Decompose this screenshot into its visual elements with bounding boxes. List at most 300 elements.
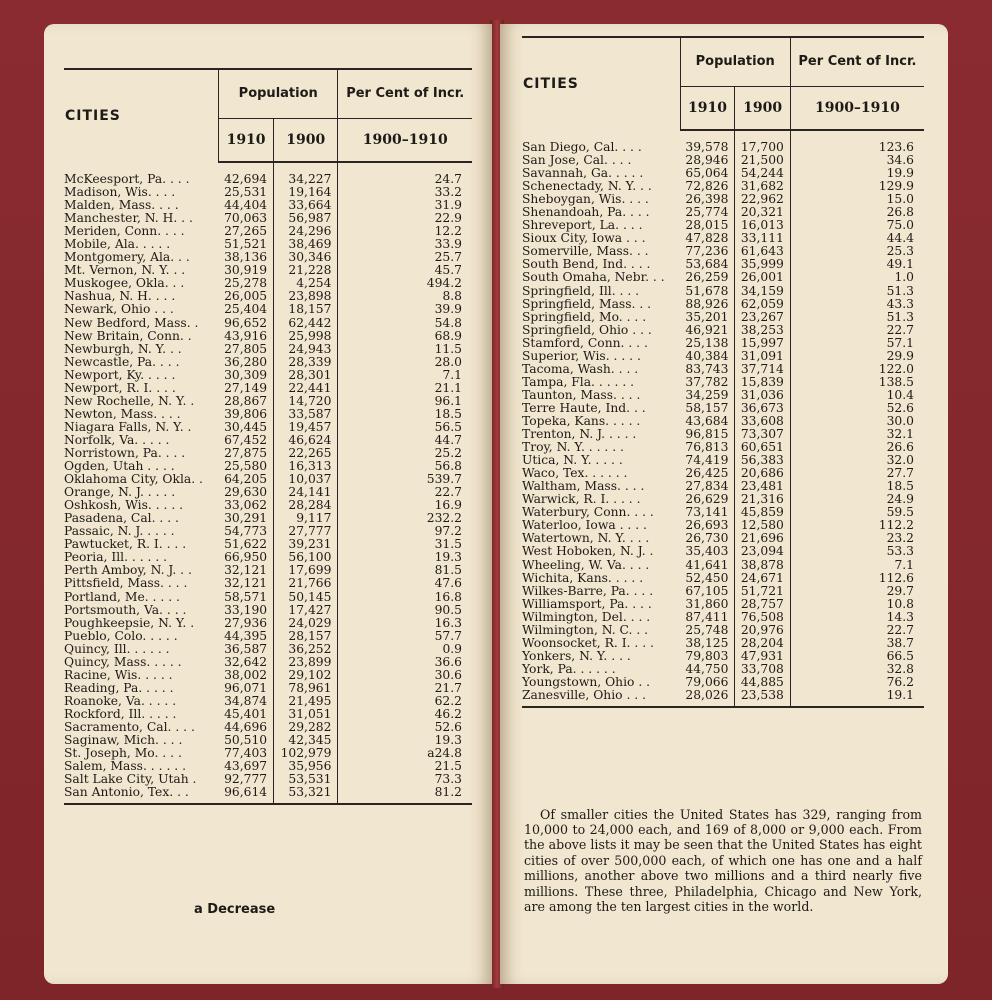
pop-1900-cell: 29,282 (274, 721, 338, 734)
city-cell: New Britain, Conn. . (64, 328, 192, 343)
pop-1910-cell: 77,403 (219, 747, 274, 760)
pop-1910-cell: 39,806 (219, 408, 274, 421)
pop-1900-cell: 22,265 (274, 447, 338, 460)
pop-1910-cell: 67,105 (680, 585, 735, 598)
percent-cell: 14.3 (886, 609, 914, 624)
pop-1900-cell: 38,878 (735, 559, 790, 572)
pop-1910-cell: 39,578 (680, 130, 735, 154)
percent-cell: 32.1 (886, 427, 914, 442)
city-cell: Pittsfield, Mass. . . . (64, 576, 188, 591)
percent-cell: 25.3 (886, 244, 914, 259)
pop-1910-cell: 34,874 (219, 695, 274, 708)
left-population-table (64, 68, 472, 805)
percent-cell: 47.6 (434, 576, 462, 591)
city-cell: Ogden, Utah . . . . (64, 459, 175, 474)
table-row (522, 311, 924, 324)
pop-1900-cell: 29,102 (274, 669, 338, 682)
pop-1900-cell: 31,682 (735, 180, 790, 193)
percent-cell: 16.9 (434, 498, 462, 513)
city-cell: Terre Haute, Ind. . . (522, 400, 646, 415)
pop-1910-cell: 41,641 (680, 559, 735, 572)
percent-cell: 26.6 (886, 440, 914, 455)
table-row (64, 356, 472, 369)
pop-1900-cell: 27,777 (274, 525, 338, 538)
percent-cell: 25.7 (434, 250, 462, 265)
percent-cell: 32.8 (886, 661, 914, 676)
percent-cell: 44.7 (434, 432, 462, 447)
city-cell: Pawtucket, R. I. . . . (64, 537, 187, 552)
pop-1910-cell: 79,803 (680, 650, 735, 663)
pop-1900-cell: 22,441 (274, 382, 338, 395)
city-cell: Schenectady, N. Y. . . (522, 179, 652, 194)
pop-1910-cell: 30,291 (219, 512, 274, 525)
pop-1910-cell: 51,622 (219, 538, 274, 551)
city-cell: Tampa, Fla. . . . . . (522, 374, 635, 389)
percent-cell: 8.8 (442, 289, 462, 304)
percent-cell: 24.9 (886, 492, 914, 507)
pop-1910-cell: 28,946 (680, 154, 735, 167)
pop-1900-cell: 36,252 (274, 643, 338, 656)
city-cell: Newark, Ohio . . . (64, 302, 174, 317)
table-row (522, 324, 924, 337)
pop-1910-cell: 45,401 (219, 708, 274, 721)
city-cell: Newport, Ky. . . . . (64, 367, 176, 382)
percent-cell: 26.8 (886, 205, 914, 220)
percent-cell: 28.0 (434, 354, 462, 369)
city-cell: Taunton, Mass. . . . (522, 387, 641, 402)
city-cell: Malden, Mass. . . . (64, 198, 179, 213)
percent-cell: 21.7 (434, 680, 462, 695)
footnote: a Decrease (194, 902, 276, 917)
pop-1910-cell: 83,743 (680, 363, 735, 376)
city-cell: Tacoma, Wash. . . . (522, 361, 639, 376)
city-cell: Salt Lake City, Utah . (64, 772, 197, 787)
pop-1900-cell: 28,301 (274, 369, 338, 382)
pop-1910-cell: 76,813 (680, 441, 735, 454)
pop-1900-cell: 19,164 (274, 186, 338, 199)
pop-1910-cell: 65,064 (680, 167, 735, 180)
percent-cell: 7.1 (894, 557, 914, 572)
pop-1910-cell: 38,002 (219, 669, 274, 682)
pop-1910-cell: 30,445 (219, 421, 274, 434)
range-header: 1900–1910 (790, 87, 924, 131)
city-cell: Waltham, Mass. . . . (522, 479, 645, 494)
pop-1910-cell: 35,403 (680, 545, 735, 558)
table-row (522, 611, 924, 624)
pop-1910-cell: 42,694 (219, 162, 274, 186)
table-row (64, 395, 472, 408)
city-cell: Pueblo, Colo. . . . . (64, 628, 178, 643)
pop-1900-cell: 20,321 (735, 206, 790, 219)
pop-1900-cell: 17,700 (735, 130, 790, 154)
city-cell: Portsmouth, Va. . . . (64, 602, 187, 617)
pop-1910-cell: 44,395 (219, 630, 274, 643)
pop-1910-cell: 96,071 (219, 682, 274, 695)
city-cell: Savannah, Ga. . . . . (522, 166, 644, 181)
city-cell: Oshkosh, Wis. . . . . (64, 498, 184, 513)
pop-1910-cell: 36,587 (219, 643, 274, 656)
percent-cell: 46.2 (434, 706, 462, 721)
percent-cell: 19.1 (790, 689, 924, 707)
city-cell: Passaic, N. J. . . . . (64, 524, 175, 539)
pop-1900-cell: 56,100 (274, 551, 338, 564)
pop-1900-cell: 24,029 (274, 617, 338, 630)
percent-cell: 16.8 (434, 589, 462, 604)
city-cell: Newburgh, N. Y. . . (64, 341, 182, 356)
pop-1910-cell: 67,452 (219, 434, 274, 447)
city-cell: Salem, Mass. . . . . . (64, 759, 186, 774)
table-row (64, 303, 472, 316)
pop-1900-cell: 28,204 (735, 637, 790, 650)
pop-1900-cell: 33,664 (274, 199, 338, 212)
city-cell: Montgomery, Ala. . . (64, 250, 190, 265)
percent-cell: 7.1 (442, 367, 462, 382)
pop-1910-cell: 66,950 (219, 551, 274, 564)
table-row (522, 298, 924, 311)
pop-1910-cell: 96,815 (680, 428, 735, 441)
table-row (64, 669, 472, 682)
table-row (522, 689, 924, 707)
city-cell: Rockford, Ill. . . . . (64, 706, 177, 721)
table-row (64, 643, 472, 656)
city-cell: Portland, Me. . . . . (64, 589, 180, 604)
city-cell: Sheboygan, Wis. . . . (522, 192, 649, 207)
pop-1910-cell: 92,777 (219, 773, 274, 786)
pop-1900-cell: 38,253 (735, 324, 790, 337)
table-row (522, 389, 924, 402)
pop-1900-cell: 17,699 (274, 564, 338, 577)
pop-1900-cell: 33,111 (735, 232, 790, 245)
city-cell: Wichita, Kans. . . . . (522, 570, 644, 585)
pop-1900-cell: 53,321 (274, 786, 338, 804)
percent-cell: 30.0 (886, 413, 914, 428)
percent-cell: 23.2 (886, 531, 914, 546)
city-cell: Perth Amboy, N. J. . . (64, 563, 192, 578)
city-cell: Quincy, Ill. . . . . . (64, 641, 170, 656)
pop-1910-cell: 27,936 (219, 617, 274, 630)
pop-1910-cell: 30,309 (219, 369, 274, 382)
table-row (64, 630, 472, 643)
city-cell: Wilkes-Barre, Pa. . . . (522, 583, 654, 598)
percent-cell: 52.6 (434, 719, 462, 734)
table-row (522, 598, 924, 611)
percent-cell: 31.9 (434, 198, 462, 213)
city-cell: Wilmington, Del. . . . (522, 609, 651, 624)
percent-cell: 44.4 (886, 231, 914, 246)
percent-cell: 15.0 (886, 192, 914, 207)
pop-1900-cell: 18,157 (274, 303, 338, 316)
pop-1900-cell: 28,757 (735, 598, 790, 611)
year-1910-header: 1910 (219, 119, 274, 163)
pop-1900-cell: 23,898 (274, 290, 338, 303)
city-cell: Oklahoma City, Okla. . (64, 472, 203, 487)
city-cell: Newcastle, Pa. . . . (64, 354, 180, 369)
city-cell: Quincy, Mass. . . . . (64, 654, 182, 669)
city-cell: Waco, Tex. . . . . . (522, 466, 628, 481)
pop-1900-cell: 10,037 (274, 473, 338, 486)
population-header: Population (680, 37, 790, 87)
pop-1910-cell: 26,730 (680, 532, 735, 545)
table-row (522, 271, 924, 284)
city-cell: Poughkeepsie, N. Y. . (64, 615, 195, 630)
pop-1900-cell: 30,346 (274, 251, 338, 264)
city-cell: Williamsport, Pa. . . . (522, 596, 652, 611)
pop-1900-cell: 34,227 (274, 162, 338, 186)
pop-1900-cell: 21,500 (735, 154, 790, 167)
pop-1900-cell: 56,987 (274, 212, 338, 225)
table-row (522, 663, 924, 676)
percent-cell: 34.6 (886, 153, 914, 168)
percent-cell: 75.0 (886, 218, 914, 233)
pop-1910-cell: 58,571 (219, 591, 274, 604)
pop-1910-cell: 79,066 (680, 676, 735, 689)
pop-1900-cell: 45,859 (735, 506, 790, 519)
city-cell: Yonkers, N. Y. . . . (522, 648, 631, 663)
pop-1910-cell: 27,834 (680, 480, 735, 493)
percent-cell: 29.9 (886, 348, 914, 363)
pop-1900-cell: 23,481 (735, 480, 790, 493)
city-cell: Mt. Vernon, N. Y. . . (64, 263, 186, 278)
percent-cell: 12.2 (434, 224, 462, 239)
pop-1910-cell: 44,750 (680, 663, 735, 676)
pop-1910-cell: 30,919 (219, 264, 274, 277)
percent-cell: 62.2 (434, 693, 462, 708)
pop-1900-cell: 38,469 (274, 238, 338, 251)
pop-1910-cell: 29,630 (219, 486, 274, 499)
pop-1900-cell: 31,091 (735, 350, 790, 363)
city-cell: McKeesport, Pa. . . . (64, 171, 190, 186)
table-row (64, 656, 472, 669)
pop-1900-cell: 76,508 (735, 611, 790, 624)
percent-cell: 24.7 (434, 172, 462, 186)
pop-1900-cell: 56,383 (735, 454, 790, 467)
city-cell: Sioux City, Iowa . . . (522, 231, 646, 246)
pop-1900-cell: 42,345 (274, 734, 338, 747)
pop-1900-cell: 62,059 (735, 298, 790, 311)
city-cell: St. Joseph, Mo. . . . (64, 746, 182, 761)
percent-cell: 32.0 (886, 453, 914, 468)
pop-1910-cell: 88,926 (680, 298, 735, 311)
table-row (522, 559, 924, 572)
city-cell: Nashua, N. H. . . . (64, 289, 176, 304)
pop-1910-cell: 31,860 (680, 598, 735, 611)
pop-1910-cell: 43,684 (680, 415, 735, 428)
percent-cell: 19.3 (434, 733, 462, 748)
city-cell: Superior, Wis. . . . . (522, 348, 641, 363)
table-row (522, 650, 924, 663)
city-cell: Newton, Mass. . . . (64, 406, 181, 421)
table-row (64, 330, 472, 343)
pop-1910-cell: 26,693 (680, 519, 735, 532)
pop-1910-cell: 26,629 (680, 493, 735, 506)
percent-cell: 10.4 (886, 387, 914, 402)
table-row (64, 408, 472, 421)
pop-1900-cell: 21,766 (274, 577, 338, 590)
table-row (522, 676, 924, 689)
table-row (64, 708, 472, 721)
pop-1900-cell: 44,885 (735, 676, 790, 689)
left-page (44, 24, 492, 984)
pop-1900-cell: 20,976 (735, 624, 790, 637)
city-cell: Newport, R. I. . . . (64, 380, 176, 395)
pop-1910-cell: 52,450 (680, 572, 735, 585)
pop-1900-cell: 15,839 (735, 376, 790, 389)
percent-cell: 22.7 (434, 485, 462, 500)
city-cell: Trenton, N. J. . . . . (522, 427, 637, 442)
table-row (64, 591, 472, 604)
city-cell: Norfolk, Va. . . . . (64, 432, 170, 447)
pop-1900-cell: 19,457 (274, 421, 338, 434)
city-cell: York, Pa. . . . . . (522, 661, 616, 676)
city-cell: Stamford, Conn. . . . (522, 335, 648, 350)
pop-1910-cell: 28,867 (219, 395, 274, 408)
pop-1910-cell: 96,614 (219, 786, 274, 804)
pop-1910-cell: 51,678 (680, 285, 735, 298)
table-row (64, 604, 472, 617)
pop-1910-cell: 38,136 (219, 251, 274, 264)
pop-1910-cell: 36,280 (219, 356, 274, 369)
percent-cell: 30.6 (434, 667, 462, 682)
city-cell: West Hoboken, N. J. . (522, 544, 654, 559)
city-cell: Mobile, Ala. . . . . (64, 237, 171, 252)
city-cell: Madison, Wis. . . . (64, 185, 176, 200)
city-cell: South Omaha, Nebr. . . (522, 270, 665, 285)
pop-1900-cell: 36,673 (735, 402, 790, 415)
pop-1910-cell: 37,782 (680, 376, 735, 389)
pop-1900-cell: 24,141 (274, 486, 338, 499)
city-cell: Reading, Pa. . . . . (64, 680, 174, 695)
table-row (64, 695, 472, 708)
city-cell: Springfield, Mo. . . . (522, 309, 647, 324)
table-row (522, 585, 924, 598)
percent-cell: 90.5 (434, 602, 462, 617)
table-row (64, 682, 472, 695)
pop-1910-cell: 26,005 (219, 290, 274, 303)
table-row (522, 363, 924, 376)
percent-cell: 76.2 (886, 674, 914, 689)
pop-1900-cell: 24,671 (735, 572, 790, 585)
pop-1910-cell: 25,404 (219, 303, 274, 316)
pop-1900-cell: 31,051 (274, 708, 338, 721)
city-cell: Racine, Wis. . . . . (64, 667, 173, 682)
pop-1910-cell: 26,398 (680, 193, 735, 206)
percent-cell: 39.9 (434, 302, 462, 317)
pop-1900-cell: 23,538 (735, 689, 790, 707)
pop-1910-cell: 44,404 (219, 199, 274, 212)
percent-cell: 112.2 (878, 518, 914, 533)
pop-1910-cell: 43,916 (219, 330, 274, 343)
pop-1900-cell: 22,962 (735, 193, 790, 206)
percent-cell: 36.6 (434, 654, 462, 669)
percent-cell: 19.9 (886, 166, 914, 181)
pop-1910-cell: 44,696 (219, 721, 274, 734)
table-row (522, 637, 924, 650)
pop-1910-cell: 87,411 (680, 611, 735, 624)
pop-1910-cell: 96,652 (219, 317, 274, 330)
table-row (522, 376, 924, 389)
pop-1900-cell: 21,696 (735, 532, 790, 545)
percent-cell: 49.1 (886, 257, 914, 272)
pop-1900-cell: 14,720 (274, 395, 338, 408)
pop-1900-cell: 12,580 (735, 519, 790, 532)
table-row (522, 130, 924, 154)
percent-cell: 25.2 (434, 445, 462, 460)
pop-1900-cell: 20,686 (735, 467, 790, 480)
city-cell: Watertown, N. Y. . . . (522, 531, 650, 546)
percent-cell: 129.9 (878, 179, 914, 194)
percent-cell: 54.8 (434, 315, 462, 330)
pop-1900-cell: 37,714 (735, 363, 790, 376)
city-cell: Saginaw, Mich. . . . (64, 733, 183, 748)
pop-1900-cell: 16,013 (735, 219, 790, 232)
percent-cell: 29.7 (886, 583, 914, 598)
pop-1910-cell: 27,265 (219, 225, 274, 238)
percent-cell: 18.5 (434, 406, 462, 421)
city-cell: Meriden, Conn. . . . (64, 224, 185, 239)
pop-1900-cell: 102,979 (274, 747, 338, 760)
pop-1900-cell: 21,228 (274, 264, 338, 277)
percent-cell: 122.0 (878, 361, 914, 376)
percent-cell: 43.3 (886, 296, 914, 311)
city-cell: Topeka, Kans. . . . . (522, 413, 641, 428)
table-row (522, 350, 924, 363)
percent-cell: 494.2 (426, 276, 462, 291)
pop-1910-cell: 33,190 (219, 604, 274, 617)
pop-1910-cell: 58,157 (680, 402, 735, 415)
pop-1910-cell: 40,384 (680, 350, 735, 363)
percent-cell: 96.1 (434, 393, 462, 408)
percent-cell: 45.7 (434, 263, 462, 278)
city-cell: San Diego, Cal. . . . (522, 139, 642, 154)
percent-cell: a24.8 (427, 746, 462, 761)
percent-cell: 56.5 (434, 419, 462, 434)
percent-cell: 57.1 (886, 335, 914, 350)
percent-cell: 56.8 (434, 459, 462, 474)
percent-cell: 52.6 (886, 400, 914, 415)
pop-1910-cell: 70,063 (219, 212, 274, 225)
right-population-table (522, 36, 924, 708)
city-cell: Norristown, Pa. . . . (64, 445, 186, 460)
percent-cell: 22.7 (886, 322, 914, 337)
table-row (522, 572, 924, 585)
table-row (64, 786, 472, 804)
city-cell: Troy, N. Y. . . . . . (522, 440, 624, 455)
city-cell: Waterloo, Iowa . . . . (522, 518, 647, 533)
table-row (64, 343, 472, 356)
city-cell: New Bedford, Mass. . (64, 315, 199, 330)
percent-cell: 22.7 (886, 622, 914, 637)
percent-cell: 1.0 (894, 270, 914, 285)
city-cell: New Rochelle, N. Y. . (64, 393, 195, 408)
cities-header: CITIES (64, 69, 219, 162)
pop-1900-cell: 33,708 (735, 663, 790, 676)
pop-1910-cell: 35,201 (680, 311, 735, 324)
city-cell: San Jose, Cal. . . . (522, 153, 632, 168)
percent-cell: 81.5 (434, 563, 462, 578)
table-row (64, 577, 472, 590)
pop-1900-cell: 4,254 (274, 277, 338, 290)
percent-cell: 38.7 (886, 635, 914, 650)
city-cell: Wheeling, W. Va. . . . (522, 557, 650, 572)
pop-1900-cell: 39,231 (274, 538, 338, 551)
percent-cell: 66.5 (886, 648, 914, 663)
pop-1900-cell: 23,899 (274, 656, 338, 669)
pop-1910-cell: 54,773 (219, 525, 274, 538)
city-cell: San Antonio, Tex. . . (64, 786, 219, 804)
pop-1910-cell: 33,062 (219, 499, 274, 512)
pop-1900-cell: 28,284 (274, 499, 338, 512)
percent-cell: 19.3 (434, 550, 462, 565)
